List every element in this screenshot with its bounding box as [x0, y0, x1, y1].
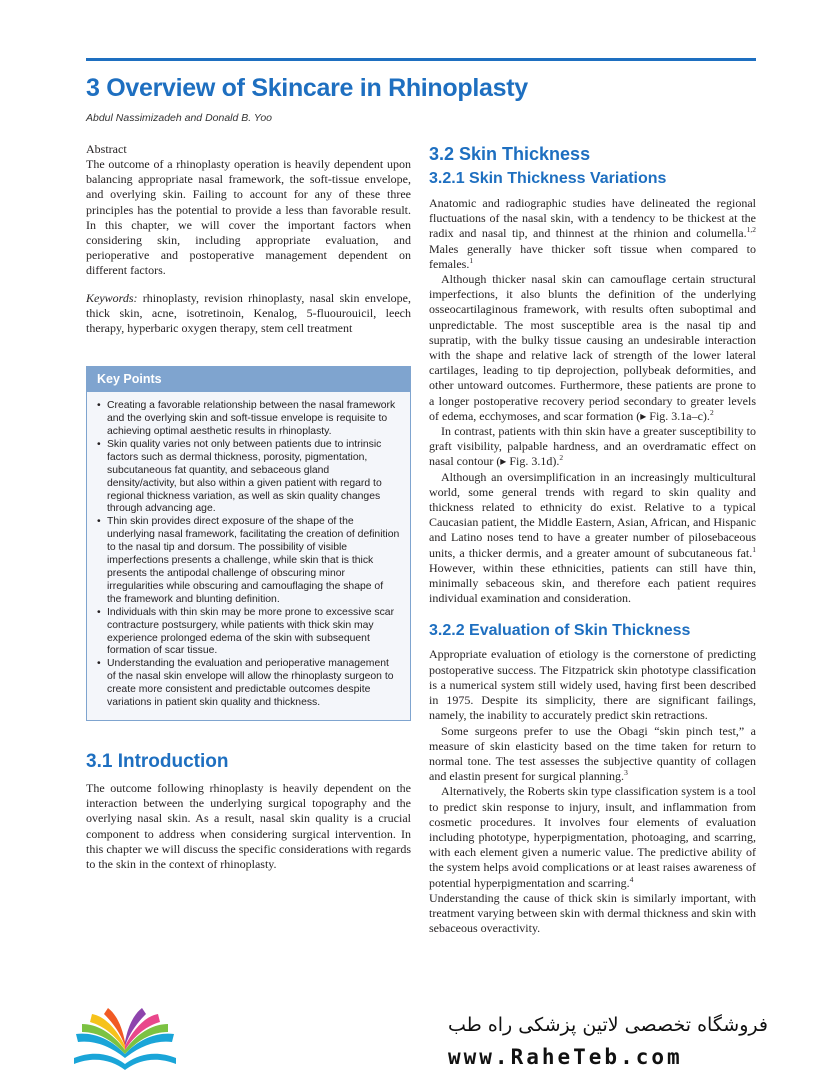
keywords-label: Keywords: [86, 290, 138, 305]
store-url: www.RaheTeb.com [448, 1045, 683, 1069]
abstract-body: The outcome of a rhinoplasty operation is heavily dependent upon balancing appropriate nasal framework, the soft-tissue envelope, and overlying skin. Failing to account for any of these three principles has the potential to provide a less than favorable result. In this chapter, we will cover the important factors when considering skin, including appropriate evaluation, and perioperative and postoperative management dependent on different factors. [86, 157, 411, 278]
skin-thickness-variations-heading: 3.2.1 Skin Thickness Variations [429, 170, 667, 187]
key-point-item: • Individuals with thin skin may be more prone to excessive scar contracture postsurgery, while patients with thick skin may experience prolonged edema of the skin with subsequent formation of scar tissue. [107, 607, 400, 659]
key-point-item: • Thin skin provides direct exposure of the shape of the underlying nasal framework, facilitating the creation of definition to the nasal tip and dorsum. The possibility of visible imperfections presents a challenge, while skin that is thick presents the antipodal challenge of obscuring minor irregularities while obscuring and camouflaging the shape of the framework and blunting definition. [107, 516, 400, 606]
chapter-title: 3 Overview of Skincare in Rhinoplasty [86, 74, 528, 102]
keywords-list: rhinoplasty, revision rhinoplasty, nasal skin envelope, thick skin, acne, isotretinoin, Kenalog, 5-fluourouicil, leech therapy, hyperbaric oxygen therapy, stem cell treatment [86, 290, 411, 336]
chapter-authors: Abdul Nassimizadeh and Donald B. Yoo [86, 112, 273, 124]
variations-paragraph-4: Although an oversimplification in an increasingly multicultural world, some general trends with regard to skin quality and thickness related to ethnicity do exist. Relative to a typical Caucasian patient, the Middle Eastern, Asian, African, and Hispanic and Latino noses tend to have a greater number of pilosebaceous units, a thicker dermis, and a greater amount of subcutaneous fat.$^1$ However, within these ethnicities, patients can still have thin, minimally sebaceous skin, and therefore each patient requires individual examination and consideration. [429, 469, 756, 606]
abstract-heading: Abstract [86, 142, 127, 156]
variations-paragraph-1: Anatomic and radiographic studies have delineated the regional fluctuations of the nasal skin, with a tendency to be thickest at the radix and nasal tip, and thinnest at the rhinion and columella.$^{1,2}$ Males generally have thicker soft tissue when compared to females.$^1$ [429, 196, 756, 271]
evaluation-paragraph-3: Alternatively, the Roberts skin type classification system is a tool to predict skin response to injury, insult, and inflammation from cosmetic procedures. It involves four elements of evaluation including phototype, hyperpigmentation, photoaging, and scarring, with each element given a numeric value. The predictive ability of the system helps avoid complications or at least raises awareness of potential hyperpigmentation and scarring.$^4$ [429, 784, 756, 890]
top-rule [86, 58, 756, 61]
key-points-heading: Key Points [87, 367, 410, 392]
variations-paragraph-3: In contrast, patients with thin skin have a greater susceptibility to graft visibility, palpable hardness, and an overdramatic effect on nasal contour (▸ Fig. 3.1d).$^2$ [429, 424, 756, 469]
key-point-item: • Skin quality varies not only between patients due to intrinsic factors such as dermal thickness, porosity, pigmentation, subcutaneous fat quantity, and sebaceous gland density/activity, but also within a given patient with regard to regional thickness variation, as well as skin quality changes through advancing age. [107, 439, 400, 516]
key-points-list [87, 392, 410, 720]
skin-thickness-heading: 3.2 Skin Thickness [429, 144, 591, 164]
key-points-box [86, 366, 411, 721]
evaluation-paragraph-1: Appropriate evaluation of etiology is the cornerstone of predicting postoperative success. The Fitzpatrick skin phototype classification is a numerical system still widely used, having first been described in 1975. Despite its simplicity, there are significant failings, namely, the inability to accurately predict skin retractions. [429, 647, 756, 723]
key-point-item: • Creating a favorable relationship between the nasal framework and the overlying skin and soft-tissue envelope is requisite to achieving optimal aesthetic results in rhinoplasty. [107, 400, 400, 439]
evaluation-paragraph-2: Some surgeons prefer to use the Obagi “skin pinch test,” a measure of skin elasticity based on the time taken for return to normal tone. The test assesses the subjective quantity of collagen and elastin present for surgical planning.$^3$ [429, 723, 756, 784]
left-column [86, 142, 411, 872]
variations-paragraph-2: Although thicker nasal skin can camouflage certain structural imperfections, it also blunts the definition of the underlying osseocartilaginous framework, with results often suboptimal and unpredictable. The most susceptible area is the nasal tip and supratip, with the bulky tissue causing an undesirable interaction with the shape and relative lack of strength of the lower lateral cartilages, leading to tip deprojection, pollybeak deformities, and other untoward outcomes. Furthermore, these patients are prone to a longer postoperative recovery period secondary to greater levels of edema, ecchymoses, and scar formation (▸ Fig. 3.1a–c).$^2$ [429, 272, 756, 423]
store-name: فروشگاه تخصصی لاتین پزشکی راه طب [448, 1014, 768, 1036]
evaluation-paragraph-4: Understanding the cause of thick skin is similarly important, with treatment varying between skin with dermal thickness and skin with sebaceous overactivity. [429, 890, 756, 936]
introduction-heading: 3.1 Introduction [86, 750, 229, 772]
introduction-body: The outcome following rhinoplasty is heavily dependent on the interaction between the underlying surgical topography and the overlying nasal skin. As a result, nasal skin quality is a crucial component to address when considering surgical intervention. In this chapter we will discuss the specific considerations with regards to the skin in the context of rhinoplasty. [86, 780, 411, 871]
keywords [86, 291, 411, 337]
right-column [429, 142, 756, 936]
book-logo-icon [70, 1008, 180, 1070]
key-point-item: • Understanding the evaluation and perioperative management of the nasal skin envelope will allow the rhinoplasty surgeon to create more consistent and predictable outcomes despite variations in patient skin quality and thickness. [107, 658, 400, 710]
evaluation-heading: 3.2.2 Evaluation of Skin Thickness [429, 622, 691, 640]
